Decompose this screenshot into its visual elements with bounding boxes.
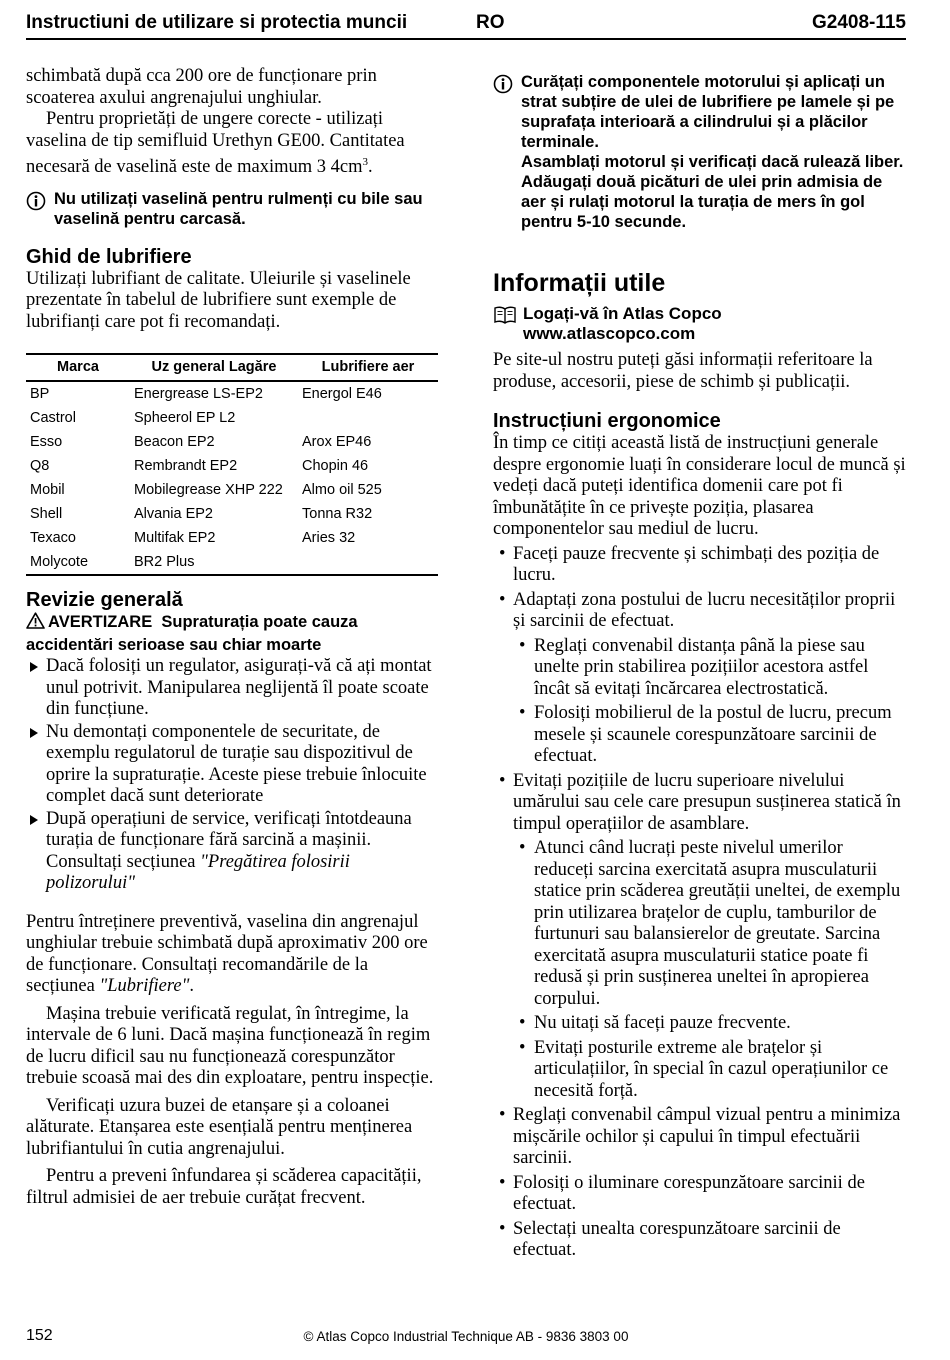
superscript: 3 — [362, 156, 368, 168]
language-code: RO — [476, 12, 505, 33]
table-cell — [298, 550, 438, 575]
table-row — [26, 454, 438, 478]
info-note-text — [521, 72, 906, 232]
bullet-icon: • — [499, 770, 506, 791]
sub-list-item — [513, 703, 906, 768]
page-header — [26, 10, 906, 40]
list-item-text: Adaptați zona postului de lucru necesităților proprii și sarcinii de efectuat. — [513, 589, 896, 631]
list-item — [26, 809, 438, 895]
table-cell: Spheerol EP L2 — [134, 410, 236, 427]
bullet-icon: • — [499, 543, 506, 564]
sub-list-item — [513, 838, 906, 1010]
list-item — [26, 722, 438, 808]
sub-list-item — [513, 1013, 906, 1035]
list-item-text: Nu uitați să faceți pauze frecvente. — [534, 1013, 791, 1033]
list-item-text: După operațiuni de service, verificați întotdeauna turația de funcționare fără sarcină a mașinii. Consultați secțiunea — [46, 808, 412, 872]
triangle-bullet-icon — [30, 662, 38, 672]
paragraph-text: Pentru întreținere preventivă, vaselina din angrenajul unghiular trebuie schimbată după aproximativ 200 ore de funcționare. Consultați recomandările de la secțiunea — [26, 911, 428, 997]
lubrication-table — [26, 353, 438, 576]
website-link[interactable]: www.atlascopco.com — [523, 324, 696, 343]
list-item — [493, 1105, 906, 1170]
column-header: Uz general Lagăre — [151, 359, 277, 376]
bullet-icon: • — [499, 1172, 506, 1193]
sub-list-item — [513, 636, 906, 701]
page-footer — [26, 1327, 906, 1347]
login-note — [493, 304, 906, 344]
table-header-row — [26, 354, 438, 381]
info-note — [493, 72, 906, 232]
paragraph: În timp ce citiți această listă de instrucțiuni generale despre ergonomie luați în considerare locul de muncă și vedeți dacă puteți identifica domenii care pot fi îmbunătățite în ce privește poziția, plasarea componentelor sau mediul de lucru. — [493, 433, 906, 539]
paragraph-text: Pentru proprietăți de ungere corecte - utilizați vaselina de tip semifluid Urethyn GE00. Cantitatea necesară de vaselină este de maximum 3 4cm — [26, 109, 405, 178]
table-row — [26, 406, 438, 430]
table-cell: Energrease LS-EP2 — [134, 386, 263, 403]
list-item — [493, 544, 906, 587]
paragraph — [26, 109, 438, 179]
bullet-icon: • — [499, 1218, 506, 1239]
note-part: Curățați componentele motorului și aplicați un strat subțire de ulei de lubrifiere pe lamele și pe suprafața interioară a cilindrului și a plăcilor terminale. — [521, 73, 895, 151]
table-cell: Multifak EP2 — [134, 530, 216, 547]
list-item — [26, 656, 438, 721]
list-item — [493, 771, 906, 1103]
table-cell: Beacon EP2 — [134, 434, 215, 451]
sub-list — [513, 838, 906, 1102]
list-item — [493, 590, 906, 768]
list-item — [493, 1173, 906, 1216]
table-cell: Esso — [30, 434, 63, 451]
warning-list — [26, 656, 438, 895]
paragraph-end: . — [367, 157, 373, 178]
list-item-text: Evitați pozițiile de lucru superioare nivelului umărului sau cele care presupun susținerea statică în timpul operațiilor de asamblare. — [513, 770, 901, 834]
table-cell: Almo oil 525 — [302, 482, 382, 499]
table-cell: Molycote — [30, 554, 89, 571]
table-cell: Q8 — [30, 458, 50, 475]
paragraph: Utilizați lubrifiant de calitate. Uleiurile și vaselinele prezentate în tabelul de lubrifiere sunt exemple de lubrifianți care pot fi recomandați. — [26, 268, 411, 332]
login-text — [523, 304, 722, 344]
warning-heading — [26, 612, 438, 656]
info-icon — [26, 189, 54, 229]
paragraph: Verificați uzura buzei de etanșare și a coloanei alăturate. Etanșarea este esențială pentru menținerea lubrifiantului în cutia angrenajului. — [26, 1095, 413, 1159]
list-item-text: Faceți pauze frecvente și schimbați des poziția de lucru. — [513, 543, 880, 585]
warning-triangle-icon — [26, 612, 48, 635]
table-cell: Texaco — [30, 530, 76, 547]
info-note — [26, 189, 438, 229]
table-cell: Alvania EP2 — [134, 506, 213, 523]
triangle-bullet-icon — [30, 815, 38, 825]
list-item-text: Folosiți o iluminare corespunzătoare sarcinii de efectuat. — [513, 1172, 865, 1214]
bullet-icon: • — [519, 635, 526, 656]
table-row — [26, 550, 438, 575]
table-cell: Energol E46 — [302, 386, 382, 403]
bullet-icon: • — [519, 703, 526, 723]
left-column — [26, 66, 438, 1209]
list-item — [493, 1219, 906, 1262]
triangle-bullet-icon — [30, 728, 38, 738]
bullet-icon: • — [519, 1037, 526, 1058]
right-column — [493, 66, 906, 1265]
paragraph — [26, 912, 438, 998]
table-cell: Arox EP46 — [302, 434, 372, 451]
section-reference: "Lubrifiere" — [99, 976, 190, 997]
list-item-text: Reglați convenabil câmpul vizual pentru a minimiza mișcările ochilor și capului în timpul efectuării sarcinii. — [513, 1105, 901, 1168]
bullet-icon: • — [519, 1013, 526, 1033]
bullet-icon: • — [499, 1105, 506, 1125]
section-heading: Instrucțiuni ergonomice — [493, 410, 721, 432]
sub-list-item — [513, 1038, 906, 1103]
paragraph: Pentru a preveni înfundarea și scăderea capacității, filtrul admisiei de aer trebuie curățat frecvent. — [26, 1166, 422, 1208]
paragraph: Pe site-ul nostru puteți găsi informații referitoare la produse, accesorii, piese de schimb și publicații. — [493, 350, 873, 392]
table-cell: Shell — [30, 506, 63, 523]
document-code: G2408-115 — [811, 12, 906, 33]
warning-text: Supraturația poate cauza accidentări serioase sau chiar moarte — [26, 613, 358, 655]
list-item-text: Atunci când lucrați peste nivelul umerilor reduceți sarcina exercitată asupra musculaturii statice prin scăderea greutății uneltei, de exemplu prin utilizarea brațelor de cuplu, tamburilor de furtunuri sau balansierelor de greutate. Sarcina exercitată asupra musculaturii statice poate fi redusă și prin susținerea uneltei în apropierea corpului. — [534, 838, 901, 1009]
paragraph: Mașina trebuie verificată regulat, în întregime, la intervale de 6 luni. Dacă mașina funcționează în regim de lucru dificil sau nu funcționează corespunzător trebuie scoasă mai des din exploatare, pentru inspecție. — [26, 1003, 434, 1089]
list-item-text: Dacă folosiți un regulator, asigurați-vă că ați montat unul potrivit. Manipularea neglijentă îl poate scoate din funcțiune. — [46, 656, 432, 720]
list-item-text: Nu demontați componentele de securitate, de exemplu regulatorul de turație sau dispozitivul de oprire la supraturație. Aceste piese trebuie înlocuite complet dacă sunt deteriorate — [46, 721, 427, 807]
table-cell: Mobilegrease XHP 222 — [134, 482, 283, 499]
paragraph-end: . — [189, 976, 194, 997]
page-number: 152 — [26, 1327, 53, 1344]
book-icon — [493, 304, 523, 344]
info-icon — [493, 72, 521, 232]
column-header: Marca — [57, 359, 99, 376]
table-row — [26, 502, 438, 526]
table-row — [26, 478, 438, 502]
table-cell: BP — [30, 386, 50, 403]
list-item-text: Selectați unealta corespunzătoare sarcinii de efectuat. — [513, 1218, 841, 1260]
table-row — [26, 526, 438, 550]
table-row — [26, 430, 438, 454]
login-line: Logați-vă în Atlas Copco — [523, 304, 722, 323]
warning-label: AVERTIZARE — [48, 613, 153, 632]
sub-list — [513, 636, 906, 768]
section-heading: Informații utile — [493, 269, 666, 297]
table-row — [26, 381, 438, 406]
list-item-text: Evitați posturile extreme ale brațelor și articulațiilor, în special în cazul operațiunilor ce necesită forță. — [534, 1037, 889, 1101]
table-cell: Chopin 46 — [302, 458, 369, 475]
copyright-text: © Atlas Copco Industrial Technique AB - 9836 3803 00 — [303, 1329, 629, 1344]
section-heading: Ghid de lubrifiere — [26, 245, 192, 268]
table-cell: Tonna R32 — [302, 506, 373, 523]
table-cell: Rembrandt EP2 — [134, 458, 238, 475]
list-item-text: Reglați convenabil distanța până la piese sau unelte prin stabilirea pozițiilor acestora astfel încât să evitați încărcarea electrostatică. — [534, 635, 869, 699]
table-cell: Castrol — [30, 410, 76, 427]
table-cell: Mobil — [30, 482, 65, 499]
bullet-icon: • — [519, 838, 526, 858]
bullet-icon: • — [499, 589, 506, 610]
table-cell: BR2 Plus — [134, 554, 195, 571]
paragraph: schimbată după cca 200 ore de funcționare prin scoaterea axului angrenajului unghiular. — [26, 66, 377, 108]
table-cell: Aries 32 — [302, 530, 356, 547]
list-item-text: Folosiți mobilierul de la postul de lucru, precum mesele și scaunele corespunzătoare sarcinii de efectuat. — [534, 703, 892, 766]
note-part: Asamblați motorul și verificați dacă rulează liber. Adăugați două picături de ulei prin admisia de aer și rulați motorul la turația de mers în gol pentru 5-10 secunde. — [521, 153, 904, 231]
ergonomic-list — [493, 544, 906, 1262]
info-note-text: Nu utilizați vaselină pentru rulmenți cu bile sau vaselină pentru carcasă. — [54, 189, 423, 228]
section-heading: Revizie generală — [26, 589, 183, 612]
document-title: Instructiuni de utilizare si protectia muncii — [26, 12, 408, 33]
section-reference: "Pregătirea folosirii polizorului" — [46, 851, 350, 894]
table-cell — [298, 406, 438, 430]
column-header: Lubrifiere aer — [321, 359, 415, 376]
